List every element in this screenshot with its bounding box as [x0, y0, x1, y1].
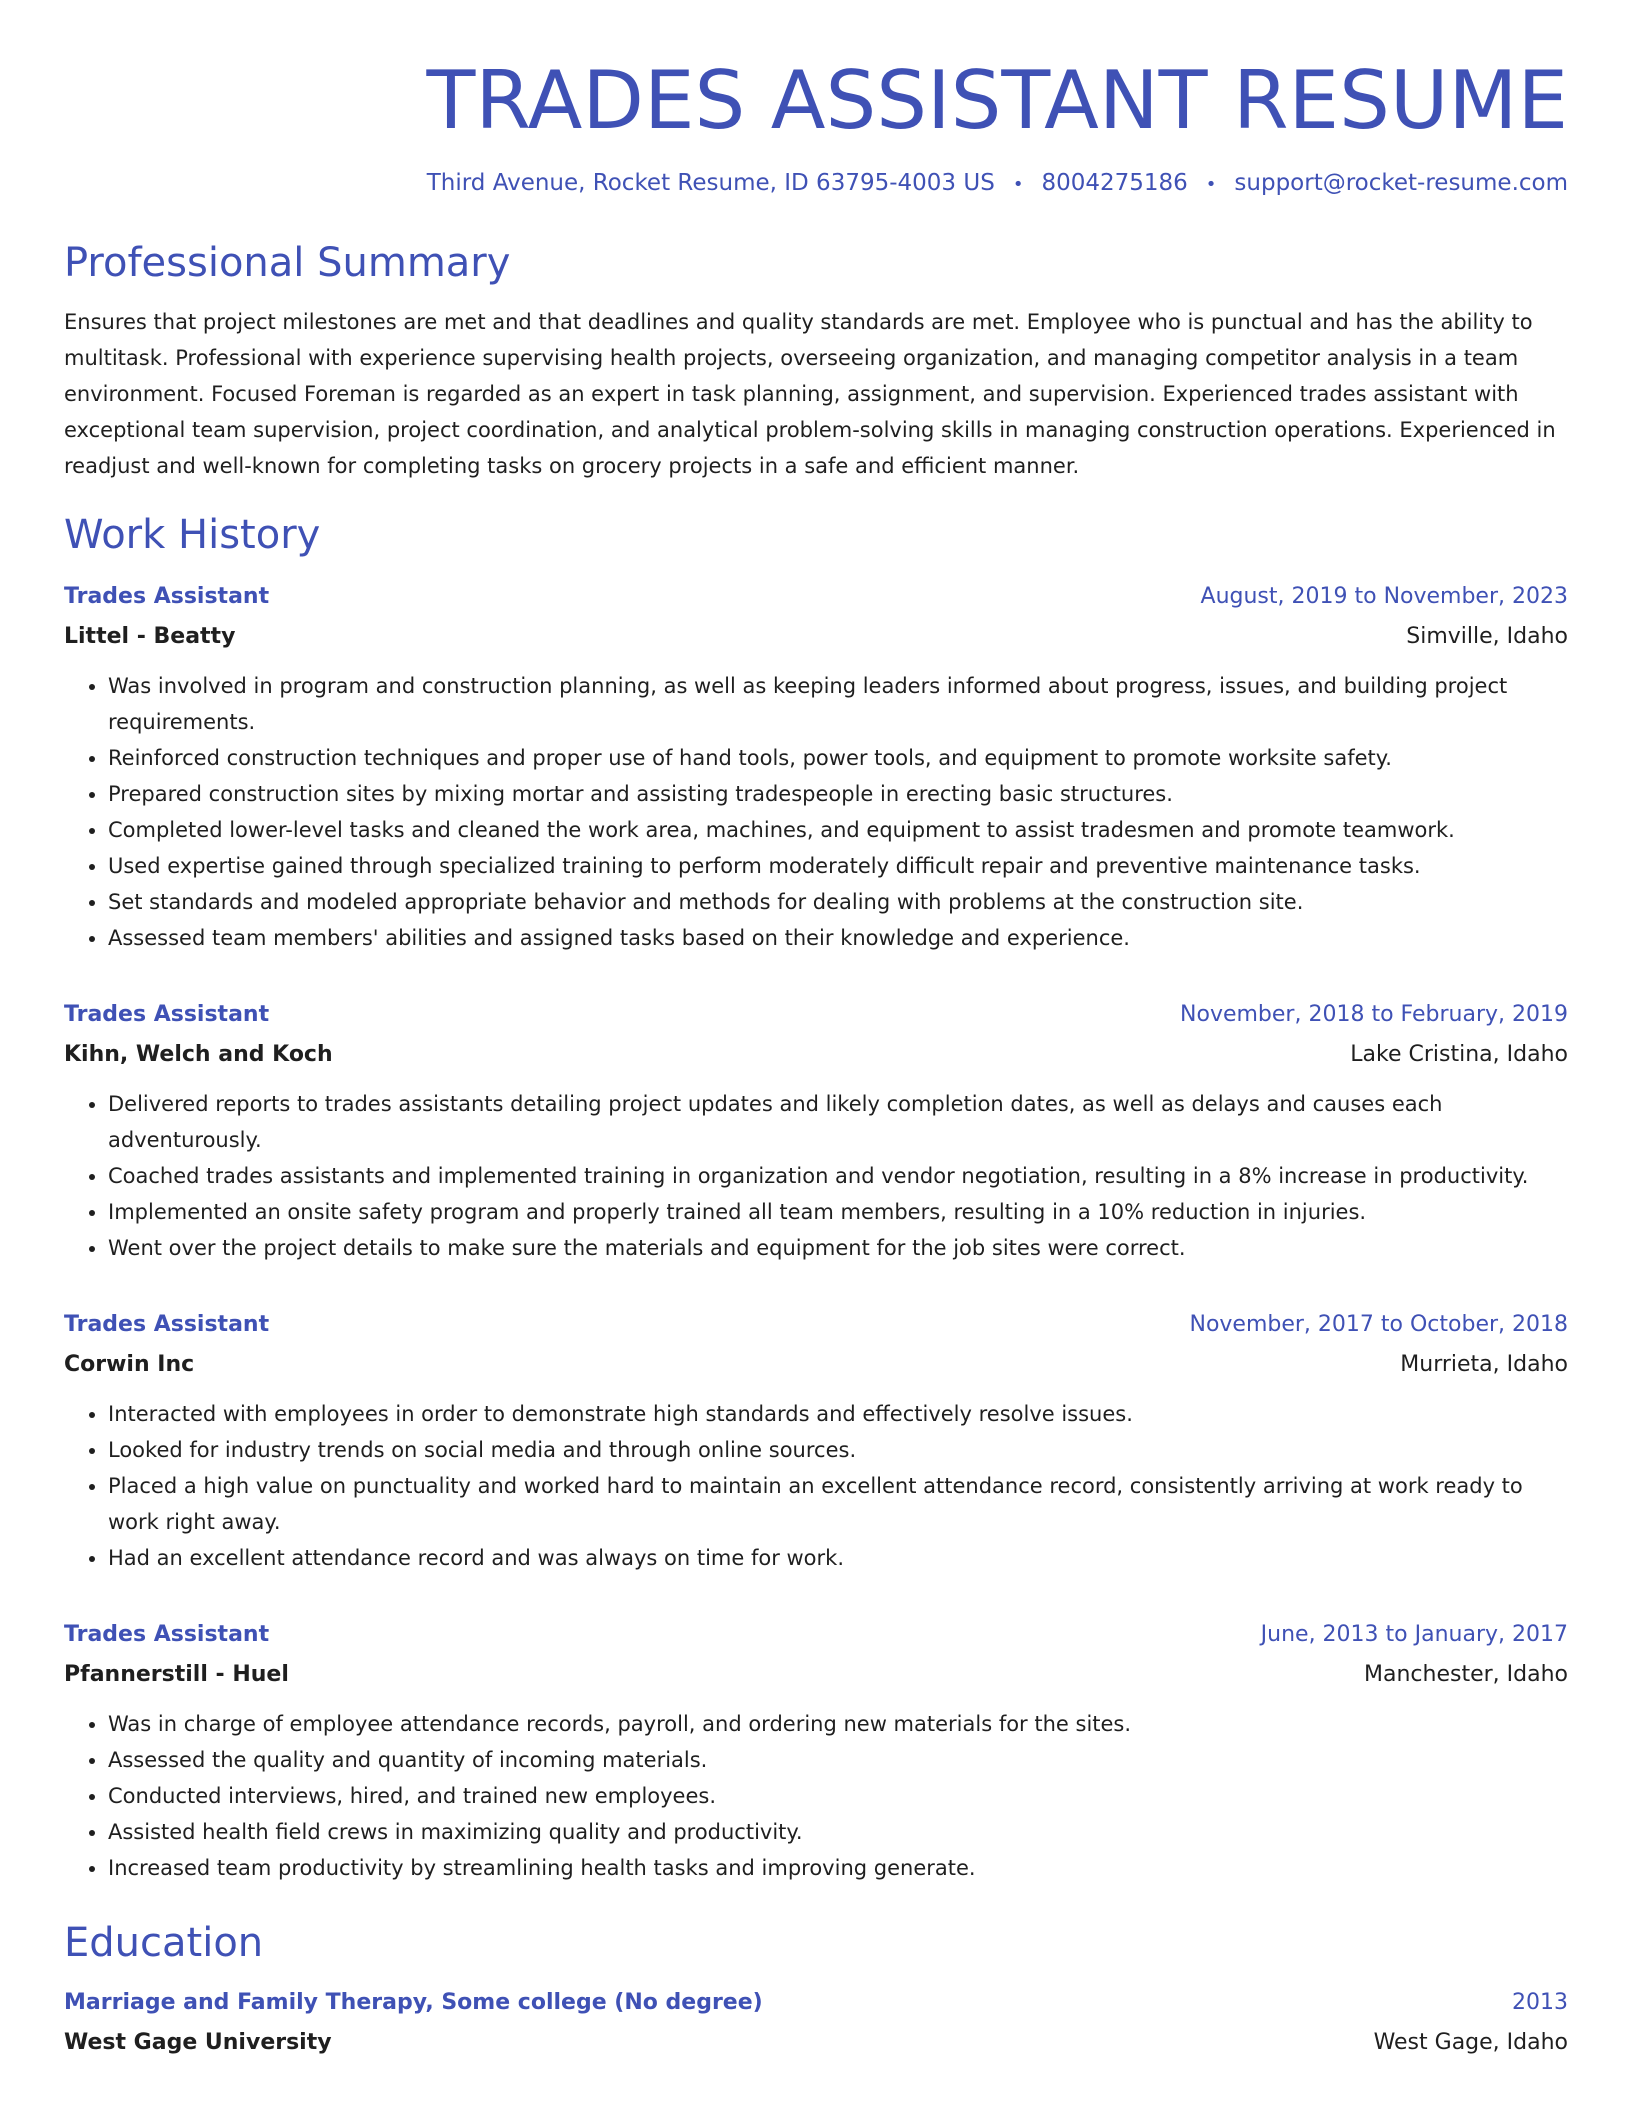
- job-bullet: • Assessed the quality and quantity of incoming materials.: [108, 1742, 1568, 1778]
- job-location: Lake Cristina, Idaho: [1350, 1042, 1568, 1067]
- job-dates: June, 2013 to January, 2017: [1260, 1622, 1568, 1647]
- resume-page: [64, 0, 1568, 2058]
- contact-phone: 8004275186: [1041, 170, 1188, 196]
- job-title: Trades Assistant: [64, 1312, 270, 1337]
- job-bullet: • Used expertise gained through specialized training to perform moderately difficult repair and preventive maintenance tasks.: [108, 848, 1568, 884]
- education-year: 2013: [1512, 1990, 1568, 2015]
- job-bullet: • Coached trades assistants and implemented training in organization and vendor negotiation, resulting in a 8% increase in productivity.: [108, 1158, 1568, 1194]
- education-location: West Gage, Idaho: [1373, 2030, 1568, 2055]
- contact-separator: •: [1012, 174, 1024, 195]
- job-bullet: • Reinforced construction techniques and proper use of hand tools, power tools, and equipment to promote worksite safety.: [108, 740, 1568, 776]
- job-location: Manchester, Idaho: [1364, 1662, 1568, 1687]
- resume-title: TRADES ASSISTANT RESUME: [426, 54, 1568, 147]
- job-employer: Corwin Inc: [64, 1352, 195, 1377]
- job-bullet: • Went over the project details to make sure the materials and equipment for the job sites were correct.: [108, 1230, 1568, 1266]
- job-bullet-list: [64, 1086, 1568, 1266]
- job-bullet: • Prepared construction sites by mixing mortar and assisting tradespeople in erecting basic structures.: [108, 776, 1568, 812]
- job-title: Trades Assistant: [64, 1002, 270, 1027]
- job-bullet: • Placed a high value on punctuality and worked hard to maintain an excellent attendance record, consistently arriving at work ready to work right away.: [108, 1468, 1568, 1540]
- job-title: Trades Assistant: [64, 584, 270, 609]
- job-bullet: • Completed lower-level tasks and cleaned the work area, machines, and equipment to assist tradesmen and promote teamwork.: [108, 812, 1568, 848]
- contact-address: Third Avenue, Rocket Resume, ID 63795-4003 US: [426, 170, 995, 196]
- job-bullet: • Set standards and modeled appropriate behavior and methods for dealing with problems at the construction site.: [108, 884, 1568, 920]
- job-bullet-list: [64, 668, 1568, 956]
- job-dates: August, 2019 to November, 2023: [1200, 584, 1568, 609]
- job-employer: Kihn, Welch and Koch: [64, 1042, 333, 1067]
- work-history-list: [64, 582, 1568, 1886]
- job-bullet: • Looked for industry trends on social media and through online sources.: [108, 1432, 1568, 1468]
- job-entry: [64, 1000, 1568, 1266]
- job-bullet: • Implemented an onsite safety program and properly trained all team members, resulting in a 10% reduction in injuries.: [108, 1194, 1568, 1230]
- job-bullet: • Had an excellent attendance record and was always on time for work.: [108, 1540, 1568, 1576]
- job-entry: [64, 1310, 1568, 1576]
- job-location: Simville, Idaho: [1406, 624, 1568, 649]
- job-bullet-list: [64, 1396, 1568, 1576]
- job-bullet: • Interacted with employees in order to demonstrate high standards and effectively resolve issues.: [108, 1396, 1568, 1432]
- job-dates: November, 2017 to October, 2018: [1189, 1312, 1568, 1337]
- job-bullet: • Assessed team members' abilities and assigned tasks based on their knowledge and experience.: [108, 920, 1568, 956]
- job-bullet: • Assisted health field crews in maximizing quality and productivity.: [108, 1814, 1568, 1850]
- contact-line: [64, 168, 1568, 200]
- job-bullet: • Increased team productivity by streamlining health tasks and improving generate.: [108, 1850, 1568, 1886]
- job-bullet: • Delivered reports to trades assistants detailing project updates and likely completion dates, as well as delays and causes each adventurously.: [108, 1086, 1568, 1158]
- job-location: Murrieta, Idaho: [1400, 1352, 1568, 1377]
- job-bullet-list: [64, 1706, 1568, 1886]
- summary-text: Ensures that project milestones are met and that deadlines and quality standards are met. Employee who is punctual and has the ability to multitask. Professional with experience supervising health projects, overseeing organization, and managing competitor analysis in a team environment. Focused Foreman is regarded as an expert in task planning, assignment, and supervision. Experienced trades assistant with exceptional team supervision, project coordination, and analytical problem-solving skills in managing construction operations. Experienced in readjust and well-known for completing tasks on grocery projects in a safe and efficient manner.: [64, 310, 1556, 478]
- education-heading: Education: [64, 1920, 264, 1966]
- work-history-heading: Work History: [64, 512, 321, 558]
- contact-email: support@rocket-resume.com: [1234, 170, 1568, 196]
- resume-header: [64, 0, 1568, 200]
- education-degree: Marriage and Family Therapy, Some college (No degree): [64, 1990, 763, 2015]
- job-bullet: • Conducted interviews, hired, and trained new employees.: [108, 1778, 1568, 1814]
- job-dates: November, 2018 to February, 2019: [1180, 1002, 1568, 1027]
- job-title: Trades Assistant: [64, 1622, 270, 1647]
- education-school: West Gage University: [64, 2030, 332, 2055]
- job-bullet: • Was involved in program and construction planning, as well as keeping leaders informed about progress, issues, and building project requirements.: [108, 668, 1568, 740]
- job-entry: [64, 1620, 1568, 1886]
- summary-heading: Professional Summary: [64, 240, 511, 286]
- job-employer: Littel - Beatty: [64, 624, 236, 649]
- contact-separator: •: [1205, 174, 1217, 195]
- job-bullet: • Was in charge of employee attendance records, payroll, and ordering new materials for the sites.: [108, 1706, 1568, 1742]
- job-entry: [64, 582, 1568, 956]
- education-entry: [64, 1988, 1568, 2058]
- job-employer: Pfannerstill - Huel: [64, 1662, 289, 1687]
